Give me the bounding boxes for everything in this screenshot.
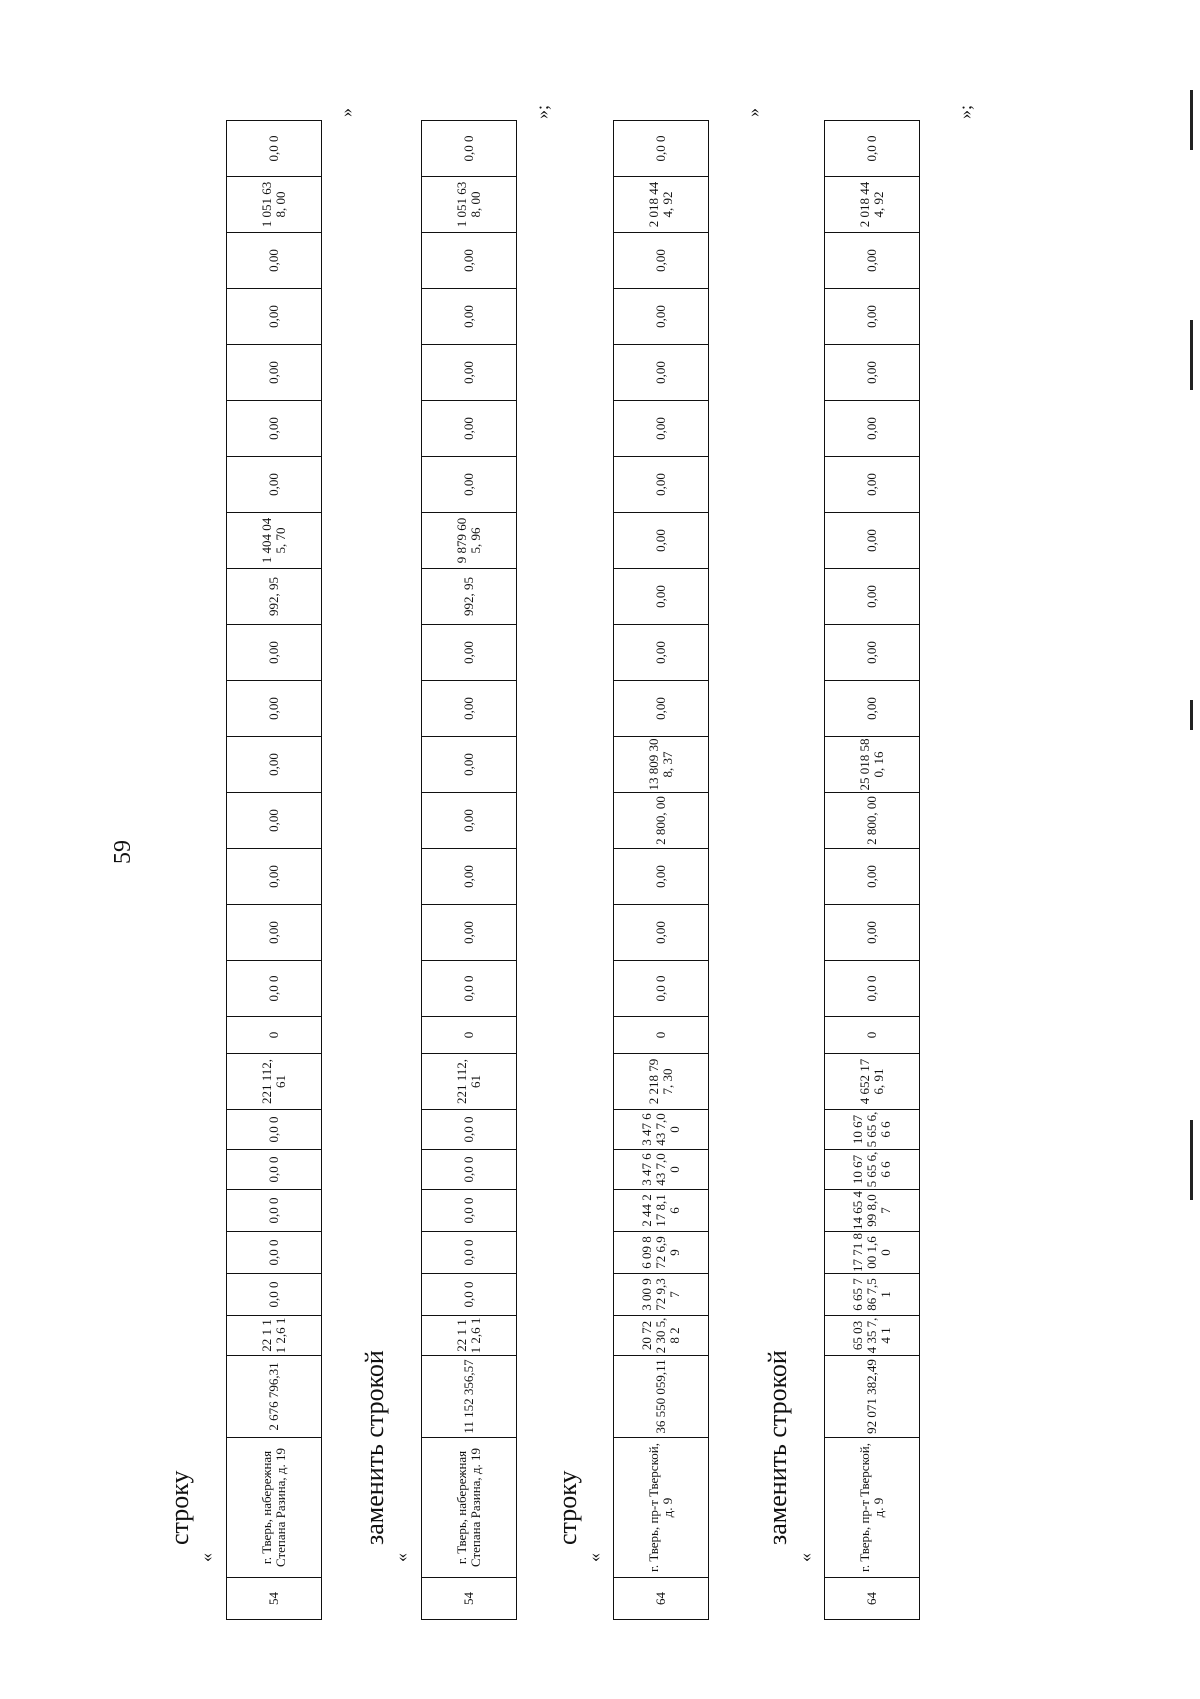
- scan-edge-mark: [1190, 1120, 1193, 1200]
- scan-edge-mark: [1190, 700, 1193, 730]
- value-cell: 0,00: [227, 905, 322, 961]
- value-cell: 3 47 6 43 7,0 0: [614, 1110, 709, 1150]
- value-cell: 2 676 796,31: [227, 1356, 322, 1438]
- value-cell: 0,0 0: [227, 1232, 322, 1274]
- value-cell: 0,00: [227, 345, 322, 401]
- value-cell: 0,00: [422, 457, 517, 513]
- amendment-table-wrapper: [226, 121, 321, 1620]
- value-cell: 0,0 0: [227, 121, 322, 177]
- value-cell: 0,00: [825, 345, 920, 401]
- value-cell: 992, 95: [227, 569, 322, 625]
- section-caption: строку: [165, 1470, 194, 1545]
- scan-edge-mark: [1190, 320, 1193, 390]
- value-cell: 22 1 11 2,6 1: [422, 1316, 517, 1356]
- value-cell: 0,00: [422, 233, 517, 289]
- opening-quote: «: [795, 1553, 815, 1562]
- value-cell: 0,0 0: [614, 121, 709, 177]
- value-cell: 17 71 8 00 1,6 0: [825, 1232, 920, 1274]
- value-cell: 0,00: [614, 457, 709, 513]
- page-number: 59: [110, 840, 136, 864]
- value-cell: 0,00: [227, 681, 322, 737]
- address-cell: г. Тверь, набережная Степана Разина, д. 19: [422, 1438, 517, 1578]
- row-number-cell: 64: [614, 1578, 709, 1620]
- value-cell: 0: [825, 1017, 920, 1054]
- value-cell: 0,00: [227, 401, 322, 457]
- value-cell: 2 44 2 17 8,1 6: [614, 1190, 709, 1232]
- table-row: [227, 121, 322, 1620]
- value-cell: 0,00: [227, 233, 322, 289]
- value-cell: 0: [614, 1017, 709, 1054]
- address-cell: г. Тверь, пр-т Тверской, д. 9: [825, 1438, 920, 1578]
- value-cell: 0,00: [422, 401, 517, 457]
- value-cell: 10 67 5 65 6,6 6: [825, 1150, 920, 1190]
- value-cell: 0,00: [614, 513, 709, 569]
- value-cell: 0,00: [825, 401, 920, 457]
- value-cell: 0,0 0: [825, 961, 920, 1017]
- value-cell: 0,00: [825, 289, 920, 345]
- row-number-cell: 54: [227, 1578, 322, 1620]
- value-cell: 0,00: [227, 849, 322, 905]
- value-cell: 0,00: [614, 849, 709, 905]
- value-cell: 11 152 356,57: [422, 1356, 517, 1438]
- value-cell: 36 550 059,11: [614, 1356, 709, 1438]
- value-cell: 4 652 176, 91: [825, 1054, 920, 1110]
- value-cell: 0,00: [422, 681, 517, 737]
- value-cell: 2 800, 00: [614, 793, 709, 849]
- value-cell: 0,0 0: [227, 1274, 322, 1316]
- value-cell: 0,00: [422, 625, 517, 681]
- amendment-table-wrapper: [421, 121, 516, 1620]
- amendment-table: [824, 120, 920, 1620]
- value-cell: 0,00: [422, 905, 517, 961]
- value-cell: 0,00: [614, 233, 709, 289]
- value-cell: 0,00: [825, 681, 920, 737]
- value-cell: 0,0 0: [422, 121, 517, 177]
- value-cell: 0,0 0: [227, 1110, 322, 1150]
- value-cell: 6 65 7 86 7,5 1: [825, 1274, 920, 1316]
- value-cell: 22 1 11 2,6 1: [227, 1316, 322, 1356]
- amendment-table: [421, 120, 517, 1620]
- value-cell: 0,00: [422, 289, 517, 345]
- value-cell: 0,00: [614, 905, 709, 961]
- value-cell: 0,00: [422, 345, 517, 401]
- table-row: [825, 121, 920, 1620]
- value-cell: 1 404 045, 70: [227, 513, 322, 569]
- value-cell: 0,00: [825, 513, 920, 569]
- value-cell: 0,00: [227, 289, 322, 345]
- value-cell: 1 051 638, 00: [422, 177, 517, 233]
- value-cell: 0,00: [227, 457, 322, 513]
- value-cell: 9 879 605, 96: [422, 513, 517, 569]
- value-cell: 221 112, 61: [422, 1054, 517, 1110]
- value-cell: 3 00 9 72 9,3 7: [614, 1274, 709, 1316]
- value-cell: 25 018 580, 16: [825, 737, 920, 793]
- section-caption: заменить строкой: [360, 1350, 389, 1545]
- amendment-table: [613, 120, 709, 1620]
- value-cell: 3 47 6 43 7,0 0: [614, 1150, 709, 1190]
- value-cell: 0,0 0: [422, 1190, 517, 1232]
- value-cell: 2 218 797, 30: [614, 1054, 709, 1110]
- value-cell: 0,00: [422, 793, 517, 849]
- scan-edge-mark: [1190, 90, 1193, 150]
- value-cell: 0,0 0: [422, 1110, 517, 1150]
- value-cell: 0,00: [825, 625, 920, 681]
- value-cell: 6 09 8 72 6,9 9: [614, 1232, 709, 1274]
- value-cell: 0,0 0: [422, 1274, 517, 1316]
- section-caption: заменить строкой: [763, 1350, 792, 1545]
- closing-quote: »;: [532, 104, 552, 119]
- value-cell: 10 67 5 65 6,6 6: [825, 1110, 920, 1150]
- value-cell: 0,00: [825, 849, 920, 905]
- value-cell: 0,00: [614, 681, 709, 737]
- value-cell: 1 051 638, 00: [227, 177, 322, 233]
- opening-quote: «: [391, 1553, 411, 1562]
- value-cell: 0,0 0: [227, 1150, 322, 1190]
- amendment-table-wrapper: [824, 121, 919, 1620]
- closing-quote: »: [336, 108, 356, 117]
- address-cell: г. Тверь, пр-т Тверской, д. 9: [614, 1438, 709, 1578]
- value-cell: 2 018 444, 92: [825, 177, 920, 233]
- value-cell: 0,0 0: [422, 1150, 517, 1190]
- value-cell: 0,0 0: [227, 1190, 322, 1232]
- value-cell: 0: [422, 1017, 517, 1054]
- table-row: [422, 121, 517, 1620]
- value-cell: 0,00: [227, 625, 322, 681]
- value-cell: 0,00: [614, 569, 709, 625]
- value-cell: 0,0 0: [422, 1232, 517, 1274]
- row-number-cell: 54: [422, 1578, 517, 1620]
- value-cell: 0,0 0: [614, 961, 709, 1017]
- value-cell: 2 800, 00: [825, 793, 920, 849]
- value-cell: 0,00: [825, 569, 920, 625]
- value-cell: 20 72 2 30 5,8 2: [614, 1316, 709, 1356]
- value-cell: 0,00: [614, 345, 709, 401]
- table-row: [614, 121, 709, 1620]
- value-cell: 0,00: [825, 905, 920, 961]
- value-cell: 221 112, 61: [227, 1054, 322, 1110]
- value-cell: 0,00: [825, 457, 920, 513]
- opening-quote: «: [196, 1553, 216, 1562]
- value-cell: 0,00: [825, 233, 920, 289]
- value-cell: 14 65 4 99 8,0 7: [825, 1190, 920, 1232]
- value-cell: 0,00: [614, 625, 709, 681]
- row-number-cell: 64: [825, 1578, 920, 1620]
- amendment-table: [226, 120, 322, 1620]
- value-cell: 0,00: [422, 737, 517, 793]
- value-cell: 0: [227, 1017, 322, 1054]
- value-cell: 0,0 0: [422, 961, 517, 1017]
- value-cell: 0,00: [614, 401, 709, 457]
- closing-quote: »;: [955, 104, 975, 119]
- value-cell: 0,00: [227, 793, 322, 849]
- value-cell: 0,00: [614, 289, 709, 345]
- value-cell: 0,00: [422, 849, 517, 905]
- address-cell: г. Тверь, набережная Степана Разина, д. 19: [227, 1438, 322, 1578]
- value-cell: 92 071 382,49: [825, 1356, 920, 1438]
- value-cell: 13 809 308, 37: [614, 737, 709, 793]
- value-cell: 65 03 4 35 7,4 1: [825, 1316, 920, 1356]
- closing-quote: »: [743, 108, 763, 117]
- amendment-table-wrapper: [613, 121, 708, 1620]
- opening-quote: «: [584, 1553, 604, 1562]
- value-cell: 0,0 0: [227, 961, 322, 1017]
- section-caption: строку: [553, 1470, 582, 1545]
- value-cell: 0,00: [227, 737, 322, 793]
- value-cell: 0,0 0: [825, 121, 920, 177]
- value-cell: 992, 95: [422, 569, 517, 625]
- value-cell: 2 018 444, 92: [614, 177, 709, 233]
